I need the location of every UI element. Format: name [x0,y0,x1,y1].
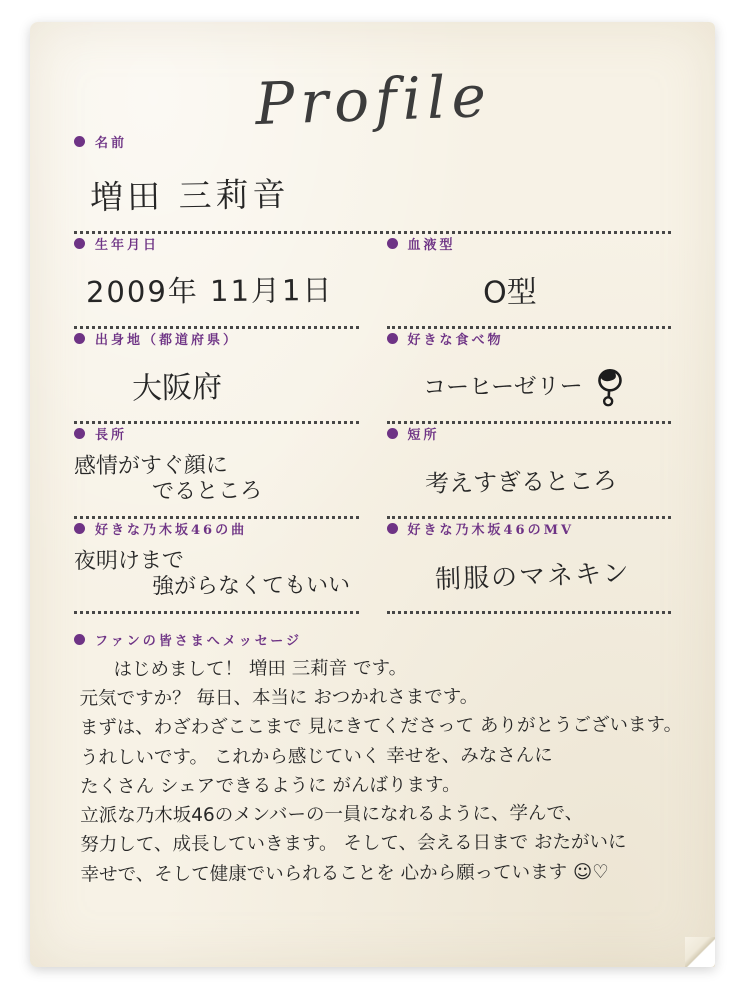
bullet-icon [387,238,398,249]
bullet-icon [74,523,85,534]
song-line-2: 強がらなくてもいい [152,572,351,600]
blood-type-value: O型 [482,274,537,311]
bullet-icon [387,523,398,534]
hometown-value: 大阪府 [131,369,223,407]
field-message-label-row [74,630,671,648]
field-birthday-label-row [74,234,359,252]
message-line: 立派な乃木坂46のメンバーの一員になれるように、学んで、 [80,802,584,827]
message-line: まずは、わざわざここまで 見にきてくださって ありがとうございます。 [79,714,683,739]
field-song-label-row [74,519,359,537]
bullet-icon [74,634,85,645]
message-line: うれしいです。 これから感じていく 幸せを、みなさんに [79,744,553,769]
coffee-jelly-icon [592,366,624,406]
row-birthday-blood [74,234,671,329]
bullet-icon [74,428,85,439]
field-mv-label-row [387,519,672,537]
field-blood-label: 血液型 [407,237,456,253]
field-mv-label: 好きな乃木坂46のMV [407,522,575,538]
name-value: 増田 三莉音 [89,174,290,217]
dotted-line [74,611,359,614]
field-hometown-label: 出身地（都道府県） [95,332,240,348]
field-food-label-row [387,329,672,347]
field-hometown [74,329,359,424]
bullet-icon [74,136,85,147]
bullet-icon [387,333,398,344]
field-strength-label-row [74,424,359,442]
strength-line-1: 感情がすぐ顔に [73,452,229,479]
row-song-mv [74,519,671,614]
birthday-value: 2009年 11月1日 [85,272,334,309]
field-birthday-label: 生年月日 [95,237,160,253]
page-title: Profile [254,61,493,139]
message-line: 元気ですか？ 毎日、本当に おつかれさまです。 [79,686,479,710]
field-name [74,132,671,234]
field-name-label: 名前 [95,135,128,151]
field-blood-type [387,234,672,329]
message-line: はじめまして！ 増田 三莉音 です。 [113,657,408,681]
field-food-label: 好きな食べ物 [407,332,504,348]
field-song-label: 好きな乃木坂46の曲 [95,522,248,538]
field-favorite-food [387,329,672,424]
fan-message-text [73,652,683,889]
dotted-line [387,611,672,614]
favorite-food-value [386,366,671,402]
field-weakness [387,424,672,519]
field-favorite-song [74,519,359,614]
field-hometown-label-row [74,329,359,347]
field-birthday [74,234,359,329]
strength-line-2: でるところ [152,478,263,505]
field-weakness-label: 短所 [407,427,440,443]
favorite-mv-value: 制服のマネキン [434,557,631,595]
favorite-song-value [74,546,359,601]
field-name-label-row [74,132,671,150]
field-strength [74,424,359,519]
bullet-icon [74,333,85,344]
message-line: 幸せで、そして健康でいられることを 心から願っています ☺♡ [80,861,609,886]
message-line: 努力して、成長していきます。 そして、会える日まで おたがいに [80,831,627,856]
row-hometown-food [74,329,671,424]
profile-card [30,22,715,967]
field-weakness-label-row [387,424,672,442]
row-strength-weakness [74,424,671,519]
folded-corner [685,937,715,967]
favorite-food-text: コーヒーゼリー [422,373,583,401]
strength-value [74,451,359,506]
field-blood-label-row [387,234,672,252]
field-strength-label: 長所 [95,427,128,443]
field-fan-message [74,630,683,888]
field-favorite-mv [387,519,672,614]
song-line-1: 夜明けまで [73,547,185,574]
bullet-icon [74,238,85,249]
field-message-label: ファンの皆さまへメッセージ [95,633,302,649]
bullet-icon [387,428,398,439]
weakness-value: 考えすぎるところ [424,465,617,498]
message-line: たくさん シェアできるように がんばります。 [80,774,461,798]
